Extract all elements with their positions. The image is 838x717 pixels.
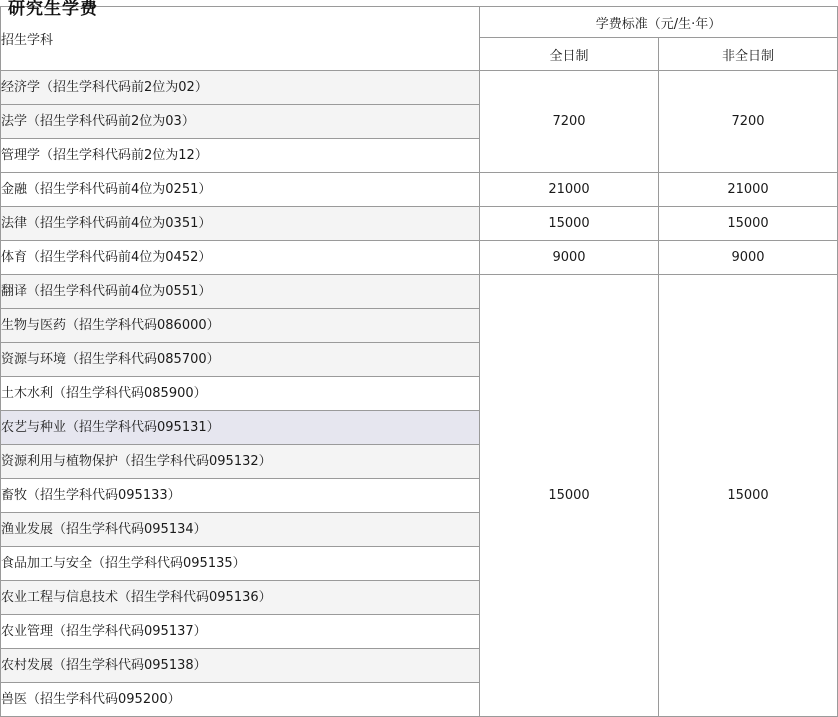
tuition-fee-table xyxy=(0,6,838,717)
subject-cell: 兽医（招生学科代码095200） xyxy=(1,683,480,717)
column-header-fee-standard: 学费标准（元/生·年） xyxy=(480,7,838,38)
subject-cell: 农艺与种业（招生学科代码095131） xyxy=(1,411,480,445)
subject-cell: 法学（招生学科代码前2位为03） xyxy=(1,105,480,139)
subject-cell: 法律（招生学科代码前4位为0351） xyxy=(1,207,480,241)
column-header-full-time: 全日制 xyxy=(480,38,659,71)
subject-cell: 经济学（招生学科代码前2位为02） xyxy=(1,71,480,105)
column-header-subject: 招生学科 xyxy=(1,7,480,71)
amount-cell-full-time: 15000 xyxy=(480,207,659,241)
subject-cell: 资源与环境（招生学科代码085700） xyxy=(1,343,480,377)
table-row xyxy=(1,275,838,309)
subject-cell: 翻译（招生学科代码前4位为0551） xyxy=(1,275,480,309)
table-row xyxy=(1,173,838,207)
amount-cell-part-time: 21000 xyxy=(659,173,838,207)
subject-cell: 体育（招生学科代码前4位为0452） xyxy=(1,241,480,275)
subject-cell: 农村发展（招生学科代码095138） xyxy=(1,649,480,683)
amount-cell-full-time: 7200 xyxy=(480,71,659,173)
table-body xyxy=(1,71,838,717)
subject-cell: 畜牧（招生学科代码095133） xyxy=(1,479,480,513)
amount-cell-full-time: 21000 xyxy=(480,173,659,207)
table-header-row-1 xyxy=(1,7,838,38)
amount-cell-part-time: 9000 xyxy=(659,241,838,275)
subject-cell: 生物与医药（招生学科代码086000） xyxy=(1,309,480,343)
subject-cell: 管理学（招生学科代码前2位为12） xyxy=(1,139,480,173)
subject-cell: 农业管理（招生学科代码095137） xyxy=(1,615,480,649)
subject-cell: 资源利用与植物保护（招生学科代码095132） xyxy=(1,445,480,479)
table-row xyxy=(1,241,838,275)
amount-cell-full-time: 15000 xyxy=(480,275,659,717)
subject-cell: 土木水利（招生学科代码085900） xyxy=(1,377,480,411)
subject-cell: 食品加工与安全（招生学科代码095135） xyxy=(1,547,480,581)
amount-cell-part-time: 15000 xyxy=(659,275,838,717)
page-title: 研究生学费 xyxy=(8,0,98,19)
subject-cell: 金融（招生学科代码前4位为0251） xyxy=(1,173,480,207)
table-row xyxy=(1,207,838,241)
table-row xyxy=(1,71,838,105)
column-header-part-time: 非全日制 xyxy=(659,38,838,71)
amount-cell-full-time: 9000 xyxy=(480,241,659,275)
subject-cell: 农业工程与信息技术（招生学科代码095136） xyxy=(1,581,480,615)
table-header xyxy=(1,7,838,71)
amount-cell-part-time: 15000 xyxy=(659,207,838,241)
amount-cell-part-time: 7200 xyxy=(659,71,838,173)
subject-cell: 渔业发展（招生学科代码095134） xyxy=(1,513,480,547)
